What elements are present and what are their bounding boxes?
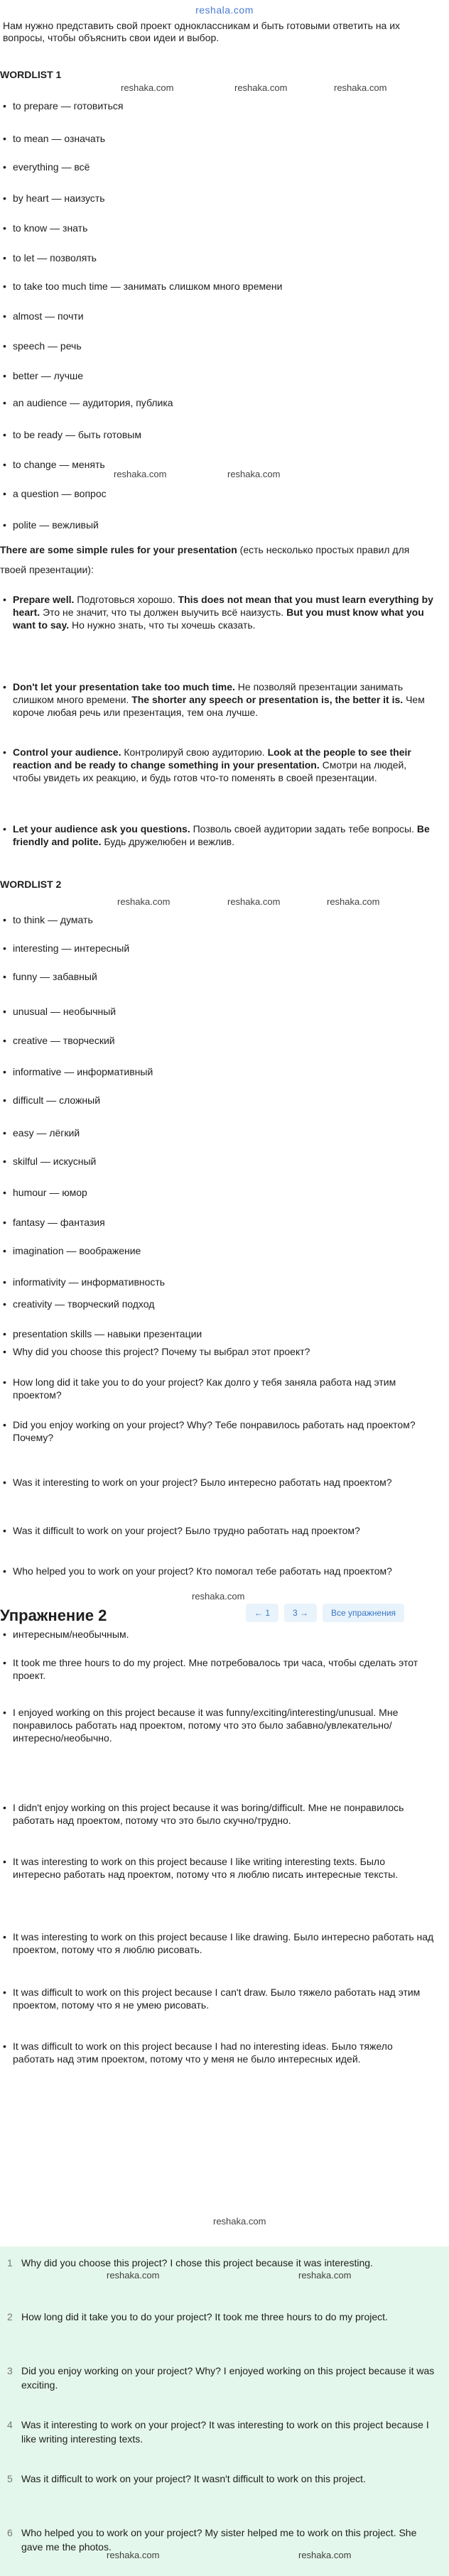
list-item: • imagination — воображение (13, 1244, 141, 1257)
watermark: reshaka.com (121, 82, 174, 93)
answer-item: • It was difficult to work on this project because I can't draw. Было тяжело работать над этим проектом, потому что я не умею рисовать. (13, 1986, 435, 2011)
question-item: • Why did you choose this project? Почему ты выбрал этот проект? (13, 1345, 435, 1358)
rule-text: Смотри на людей, чтобы увидеть их реакцию, и будь готов что-то поменять в своей презентации. (13, 759, 407, 783)
list-item: • humour — юмор (13, 1186, 87, 1199)
list-item: • to be ready — быть готовым (13, 428, 141, 441)
item-text: Who helped you to work on your project? My sister helped me to work on this project. She gave me the photos. (21, 2527, 417, 2553)
rule-bold: Prepare well. (13, 594, 75, 605)
answer-item: • I didn't enjoy working on this project because it was boring/difficult. Мне не понравилось работать над проектом, потому что это было скучно/трудно. (13, 1801, 435, 1827)
numbered-answer (7, 2256, 435, 2270)
list-item: • presentation skills — навыки презентации (13, 1327, 202, 1340)
list-item: • interesting — интересный (13, 942, 129, 955)
watermark: reshaka.com (192, 1591, 245, 1602)
list-item: • funny — забавный (13, 970, 97, 983)
rule-text: Чем короче любая речь или презентация, тем она лучше. (13, 694, 425, 718)
list-item: • speech — речь (13, 339, 82, 352)
rule-text: Подготовься хорошо. (74, 594, 178, 605)
list-item: • by heart — наизусть (13, 192, 105, 205)
list-item: • an audience — аудитория, публика (13, 396, 173, 409)
rule-text: Это не значит, что ты должен выучить всё наизусть. (40, 607, 287, 618)
item-text: Was it difficult to work on your project? It wasn't difficult to work on this project. (21, 2473, 366, 2484)
rule-item (13, 822, 435, 848)
rule-bold: Let your audience ask you questions. (13, 823, 190, 835)
site-logo[interactable]: reshala.com (195, 4, 254, 16)
list-item: • easy — лёгкий (13, 1126, 80, 1139)
item-text: Did you enjoy working on your project? Why? I enjoyed working on this project because it was exciting. (21, 2365, 435, 2391)
list-item: • to mean — означать (13, 132, 105, 145)
rule-bold: Control your audience. (13, 746, 121, 758)
rule-item (13, 680, 435, 719)
watermark: reshaka.com (213, 2216, 266, 2227)
wordlist-2-title: WORDLIST 2 (0, 879, 62, 890)
question-item: • Who helped you to work on your project? Кто помогал тебе работать над проектом? (13, 1565, 435, 1577)
list-item: • difficult — сложный (13, 1094, 100, 1107)
watermark: reshaka.com (107, 2550, 160, 2560)
numbered-answer (7, 2472, 435, 2486)
rule-bold: Be friendly and polite. (13, 823, 430, 847)
answer-item: • It was interesting to work on this project because I like writing interesting texts. Было интересно работать над проектом, потому что я люблю писать интересные тексты. (13, 1855, 435, 1881)
rule-item (13, 593, 435, 631)
watermark: reshaka.com (234, 82, 288, 93)
watermark: reshaka.com (327, 896, 380, 907)
item-number: 5 (7, 2473, 13, 2484)
wordlist-1-title: WORDLIST 1 (0, 69, 62, 80)
item-number: 6 (7, 2527, 13, 2538)
list-item: • creativity — творческий подход (13, 1298, 154, 1310)
watermark: reshaka.com (107, 2270, 160, 2281)
rules-title (0, 540, 433, 580)
numbered-answer (7, 2310, 435, 2324)
list-item: • fantasy — фантазия (13, 1216, 105, 1229)
question-item: • Was it interesting to work on your project? Было интересно работать над проектом? (13, 1476, 435, 1489)
intro-text: Нам нужно представить свой проект одноклассникам и быть готовыми ответить на их вопросы, чтобы объяснить свои идеи и выбор. (3, 20, 401, 43)
list-item: • to prepare — готовиться (13, 99, 123, 112)
rule-item (13, 746, 435, 784)
watermark: reshaka.com (227, 469, 281, 479)
numbered-answer (7, 2364, 435, 2392)
list-item: • unusual — необычный (13, 1005, 116, 1018)
list-item: • polite — вежливый (13, 518, 99, 531)
rule-text: Будь дружелюбен и вежлив. (101, 836, 235, 847)
next-exercise-button[interactable]: 3 → (284, 1604, 317, 1622)
answer-item: • It was difficult to work on this project because I had no interesting ideas. Было тяжело работать над этим проектом, потому что у меня не было интересных идей. (13, 2040, 435, 2065)
rule-bold: But you must know what you want to say. (13, 607, 424, 631)
rule-text: Но нужно знать, что ты хочешь сказать. (69, 619, 256, 631)
rules-title-bold: There are some simple rules for your presentation (0, 544, 237, 555)
answer-item: • I enjoyed working on this project because it was funny/exciting/interesting/unusual. Мне понравилось работать над проектом, потому что это было забавно/увлекательно/интересно/необычно. (13, 1706, 435, 1744)
all-exercises-button[interactable]: Все упражнения (323, 1604, 404, 1622)
item-number: 2 (7, 2311, 13, 2322)
numbered-answer (7, 2526, 435, 2554)
item-number: 1 (7, 2257, 13, 2268)
rule-text: Контролируй свою аудиторию. (121, 746, 268, 758)
list-item: • to let — позволять (13, 251, 97, 264)
item-text: Why did you choose this project? I chose this project because it was interesting. (21, 2257, 373, 2268)
prev-exercise-button[interactable]: ← 1 (246, 1604, 278, 1622)
question-item: • Was it difficult to work on your project? Было трудно работать над проектом? (13, 1524, 435, 1537)
answer-item: • It took me three hours to do my project. Мне потребовалось три часа, чтобы сделать этот проект. (13, 1656, 435, 1682)
list-item: • creative — творческий (13, 1034, 115, 1047)
list-item: • better — лучше (13, 369, 83, 382)
exercise-title: Упражнение 2 (0, 1607, 107, 1624)
item-text: Was it interesting to work on your project? It was interesting to work on this project because I like writing interesting texts. (21, 2419, 429, 2445)
rules-title-rest: (есть несколько простых правил для твоей презентации): (0, 544, 410, 575)
list-item: • to take too much time — занимать слишком много времени (13, 280, 282, 293)
list-item: • to know — знать (13, 222, 87, 234)
list-item: • a question — вопрос (13, 487, 107, 500)
list-item: • to change — менять (13, 458, 105, 471)
watermark: reshaka.com (227, 896, 281, 907)
rule-bold: Look at the people to see their reaction and be ready to change something in your presentation. (13, 746, 411, 771)
item-number: 4 (7, 2419, 13, 2430)
rule-bold: This does not mean that you must learn everything by heart. (13, 594, 433, 618)
rule-text: Не позволяй презентации занимать слишком много времени. (13, 681, 404, 705)
list-item: • informativity — информативность (13, 1276, 165, 1288)
watermark: reshaka.com (298, 2550, 352, 2560)
rule-bold: Don't let your presentation take too much time. (13, 681, 235, 692)
question-item: • Did you enjoy working on your project? Why? Тебе понравилось работать над проектом? Почему? (13, 1418, 435, 1444)
question-item: • How long did it take you to do your project? Как долго у тебя заняла работа над этим проектом? (13, 1376, 435, 1401)
answer-item: • It was interesting to work on this project because I like drawing. Было интересно работать над проектом, потому что я люблю рисовать. (13, 1930, 435, 1956)
item-number: 3 (7, 2365, 13, 2376)
rule-bold: The shorter any speech or presentation is, the better it is. (131, 694, 404, 705)
list-item: • to think — думать (13, 913, 93, 926)
list-item: • almost — почти (13, 310, 84, 322)
answer-item: • интересным/необычным. (13, 1628, 435, 1641)
item-text: How long did it take you to do your project? It took me three hours to do my project. (21, 2311, 388, 2322)
watermark: reshaka.com (298, 2270, 352, 2281)
list-item: • skilful — искусный (13, 1155, 96, 1168)
watermark: reshaka.com (334, 82, 387, 93)
rule-text: Позволь своей аудитории задать тебе вопросы. (190, 823, 417, 835)
numbered-answer (7, 2418, 435, 2446)
exercise-pager (246, 1604, 404, 1622)
watermark: reshaka.com (114, 469, 167, 479)
list-item: • everything — всё (13, 161, 90, 173)
list-item: • informative — информативный (13, 1065, 153, 1078)
watermark: reshaka.com (117, 896, 171, 907)
